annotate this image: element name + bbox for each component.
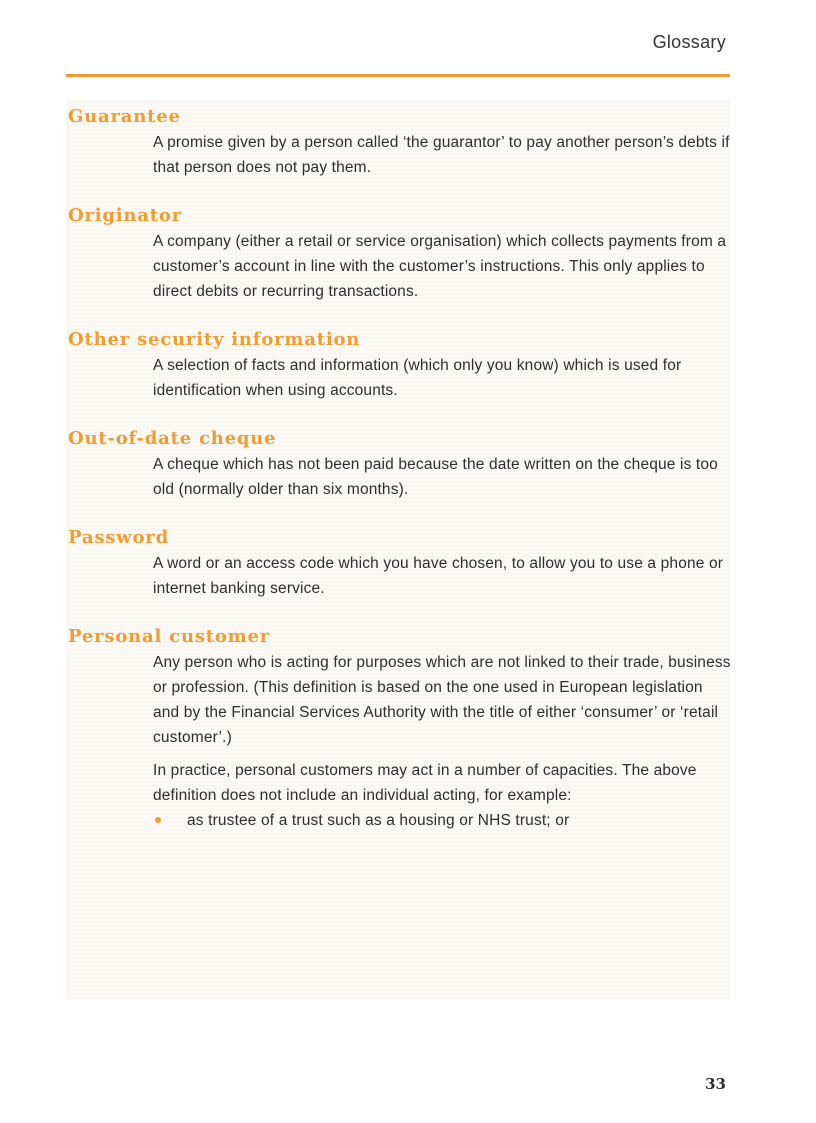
glossary-term: Originator <box>68 205 182 226</box>
header-divider <box>66 74 730 77</box>
bullet-text: as trustee of a trust such as a housing or NHS trust; or <box>187 812 570 829</box>
glossary-definition: Any person who is acting for purposes which are not linked to their trade, business or profession. (This definition is based on the one used in European legislation and by the Financial Services Authority with the title of either ‘consumer’ or ‘retail customer’.) <box>153 654 731 746</box>
header-title: Glossary <box>652 32 726 52</box>
glossary-term: Personal customer <box>68 626 271 647</box>
glossary-entry-out-of-date-cheque <box>68 426 732 502</box>
page-number: 33 <box>705 1075 726 1093</box>
bullet-list <box>153 808 732 833</box>
glossary-definition: A promise given by a person called ‘the guarantor’ to pay another person’s debts if that person does not pay them. <box>153 134 730 176</box>
glossary-definition: A selection of facts and information (which only you know) which is used for identification when using accounts. <box>153 357 682 399</box>
glossary-term: Out-of-date cheque <box>68 428 277 449</box>
glossary-term: Other security information <box>68 329 361 350</box>
glossary-definition-continued: In practice, personal customers may act in a number of capacities. The above definition does not include an individual acting, for example: <box>153 762 697 804</box>
glossary-list <box>68 104 732 856</box>
glossary-entry-other-security-information <box>68 327 732 403</box>
glossary-entry-personal-customer <box>68 624 732 833</box>
glossary-term: Password <box>68 527 169 548</box>
glossary-entry-password <box>68 525 732 601</box>
bullet-item <box>153 808 732 833</box>
bullet-dot-icon <box>155 817 161 823</box>
glossary-definition: A company (either a retail or service organisation) which collects payments from a customer’s account in line with the customer’s instructions. This only applies to direct debits or recurring transactions. <box>153 233 727 300</box>
glossary-entry-guarantee <box>68 104 732 180</box>
glossary-term: Guarantee <box>68 106 181 127</box>
glossary-definition: A cheque which has not been paid because the date written on the cheque is too old (normally older than six months). <box>153 456 718 498</box>
glossary-definition: A word or an access code which you have chosen, to allow you to use a phone or internet banking service. <box>153 555 724 597</box>
glossary-entry-originator <box>68 203 732 304</box>
